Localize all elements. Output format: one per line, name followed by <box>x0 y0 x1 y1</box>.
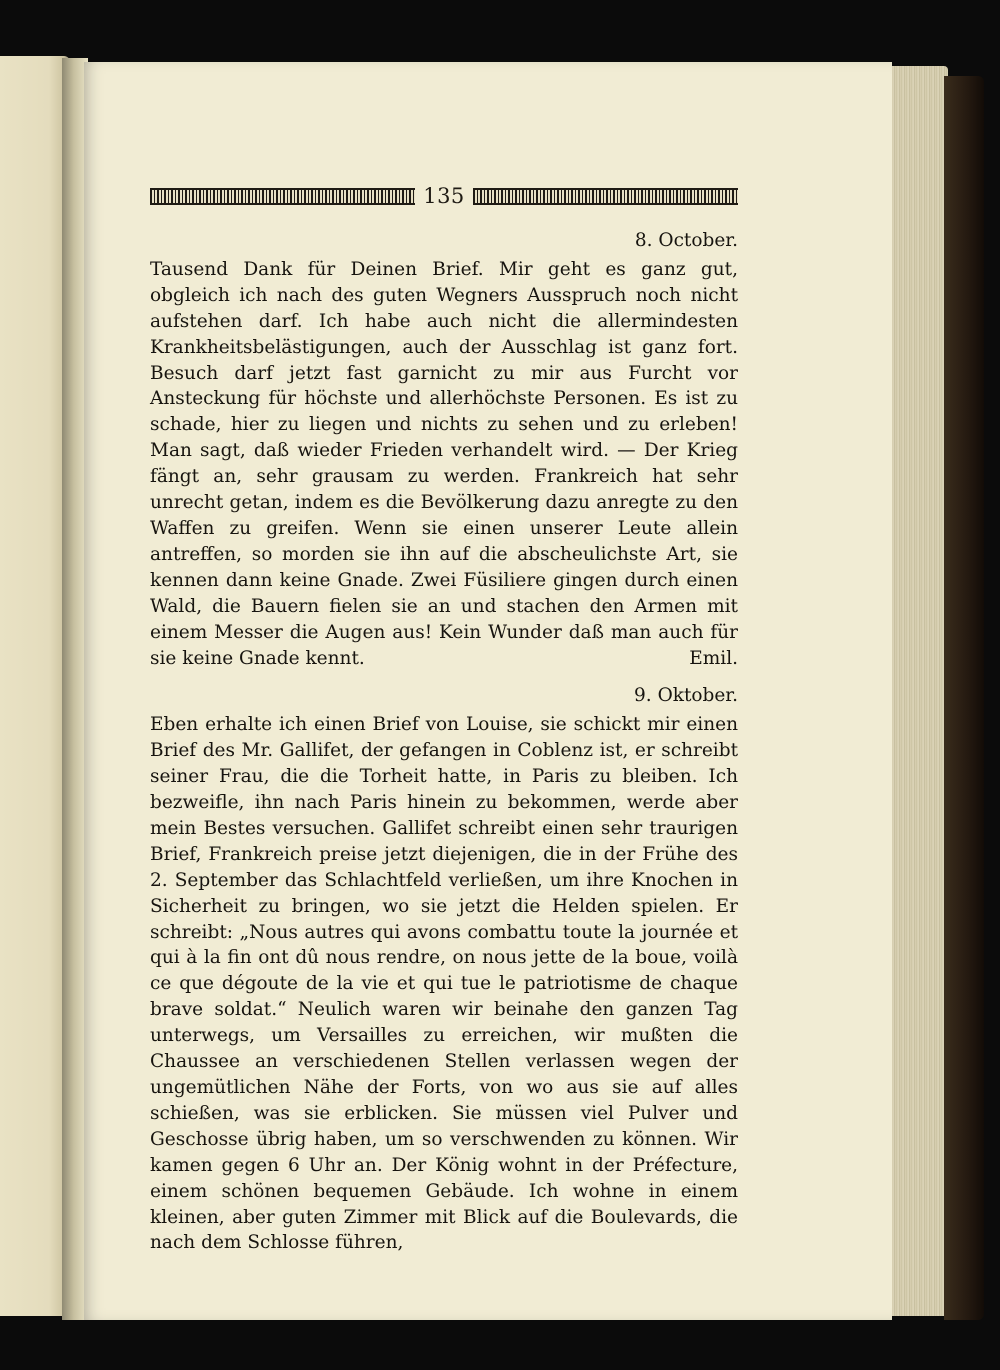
letter-signature: Emil. <box>689 647 738 669</box>
page-stack-edge <box>890 66 948 1316</box>
ornament-border-left <box>150 188 415 205</box>
body-text <box>150 222 738 1256</box>
ornament-border-right <box>473 188 738 205</box>
letter-paragraph: Tausend Dank für Deinen Brief. Mir geht es ganz gut, obgleich ich nach des guten Wegners Ausspruch noch nicht aufstehen darf. Ich habe auch nicht die allermindesten Krankheitsbelästigungen, auch der Ausschlag ist ganz fort. Besuch darf jetzt fast garnicht zu mir aus Furcht vor Ansteckung für höchste und allerhöchste Personen. Es ist zu schade, hier zu liegen und nichts zu sehen und zu erleben! Man sagt, daß wieder Frieden verhandelt wird. — Der Krieg fängt an, sehr grausam zu werden. Frankreich hat sehr unrecht getan, indem es die Bevölkerung dazu anregte zu den Waffen zu greifen. Wenn sie einen unserer Leute allein antreffen, so morden sie ihn auf die abscheulichste Art, sie kennen dann keine Gnade. Zwei Füsiliere gingen durch einen Wald, die Bauern fielen sie an und stachen den Armen mit einem Messer die Augen aus! Kein Wunder daß man auch für sie keine Gnade kennt. <box>150 258 738 669</box>
letter-paragraph: Eben erhalte ich einen Brief von Louise, sie schickt mir einen Brief des Mr. Gallifet, der gefangen in Coblenz ist, er schreibt seiner Frau, die die Torheit hatte, in Paris zu bleiben. Ich bezweifle, ihn nach Paris hinein zu bekommen, werde aber mein Bestes versuchen. Gallifet schreibt einen sehr traurigen Brief, Frankreich preise jetzt diejenigen, die in der Frühe des 2. September das Schlachtfeld verließen, um ihre Knochen in Sicherheit zu bringen, wo sie jetzt die Helden spielen. Er schreibt: „Nous autres qui avons combattu toute la journée et qui à la fin ont dû nous rendre, on nous jette de la boue, voilà ce que dégoute de la vie et qui tue le patriotisme de chaque brave soldat.“ Neulich waren wir beinahe den ganzen Tag unterwegs, um Versailles zu erreichen, wir mußten die Chaussee an verschiedenen Stellen verlassen wegen der ungemütlichen Nähe der Forts, von wo aus sie auf alles schießen, was sie erblicken. Sie müssen viel Pulver und Geschosse übrig haben, um so verschwenden zu können. Wir kamen gegen 6 Uhr an. Der König wohnt in der Préfecture, einem schönen bequemen Gebäude. Ich wohne in einem kleinen, aber guten Zimmer mit Blick auf die Boulevards, die nach dem Schlosse führen, <box>150 714 738 1254</box>
entry-date: 8. October. <box>634 230 738 251</box>
book-cover <box>944 76 984 1320</box>
entry-date: 9. Oktober. <box>634 685 738 707</box>
running-header <box>150 184 738 208</box>
previous-page-edge <box>0 56 70 1316</box>
page-number: 135 <box>423 184 465 208</box>
